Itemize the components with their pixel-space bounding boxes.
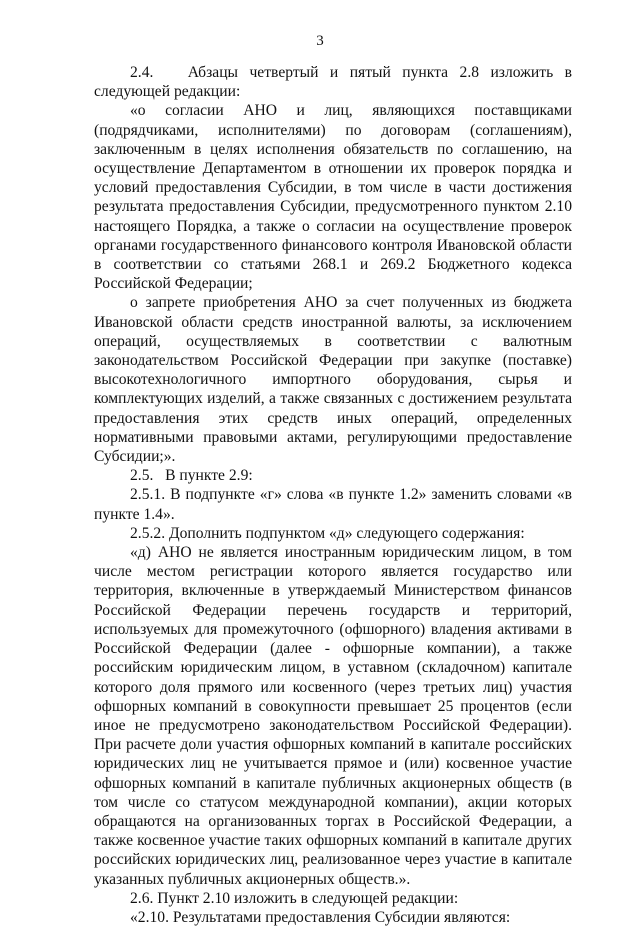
paragraph-currency-ban: о запрете приобретения АНО за счет полученных из бюджета Ивановской области средств иностранной валюты, за исключением операций, осуществляемых в соответствии с валютным законодательством Российской Федерации при закупке (поставке) высокотехнологичного импортного оборудования, сырья и комплектующих изделий, а также связанных с достижением результата предоставления этих средств иных операций, определенных нормативными правовыми актами, регулирующими предоставление Субсидии;». [94, 294, 572, 466]
paragraph-2-10: «2.10. Результатами предоставления Субсидии являются: [130, 908, 511, 926]
paragraph-subpoint-d: «д) АНО не является иностранным юридическим лицом, в том числе местом регистрации которого является государство или территория, включенные в утверждаемый Министерством финансов Российской Федерации перечень государств и территорий, используемых для промежуточного (офшорного) владения активами в Российской Федерации (далее - офшорные компании), а также российским юридическим лицом, в уставном (складочном) капитале которого доля прямого или косвенного (через третьих лиц) участия офшорных компаний в совокупности превышает 25 процентов (если иное не предусмотрено законодательством Российской Федерации). При расчете доли участия офшорных компаний в капитале российских юридических лиц не учитывается прямое и (или) косвенное участие офшорных компаний в капитале публичных акционерных обществ (в том числе со статусом международной компании), акции которых обращаются на организованных торгах в Российской Федерации, а также косвенное участие таких офшорных компаний в капитале других российских юридических лиц, реализованное через участие в капитале указанных публичных акционерных обществ.». [94, 544, 572, 888]
paragraph-consent: «о согласии АНО и лиц, являющихся поставщиками (подрядчиками, исполнителями) по договорам (соглашениям), заключенным в целях исполнения обязательств по соглашению, на осуществление Департаментом в отношении их проверок порядка и условий предоставления Субсидии, в том числе в части достижения результата предоставления Субсидии, предусмотренного пунктом 2.10 настоящего Порядка, а также о согласии на осуществление проверок органами государственного финансового контроля Ивановской области в соответствии со статьями 268.1 и 269.2 Бюджетного кодекса Российской Федерации; [94, 102, 572, 293]
document-body [94, 63, 572, 927]
page-number: 3 [316, 33, 324, 49]
paragraph-2-6: 2.6. Пункт 2.10 изложить в следующей редакции: [130, 889, 459, 907]
paragraph-2-5-2: 2.5.2. Дополнить подпунктом «д» следующего содержания: [130, 524, 525, 542]
paragraph-2-5: 2.5. В пункте 2.9: [130, 467, 253, 485]
paragraph-2-4: 2.4. Абзацы четвертый и пятый пункта 2.8 изложить в следующей редакции: [94, 64, 572, 101]
paragraph-2-5-1: 2.5.1. В подпункте «г» слова «в пункте 1.2» заменить словами «в пункте 1.4». [94, 486, 572, 523]
